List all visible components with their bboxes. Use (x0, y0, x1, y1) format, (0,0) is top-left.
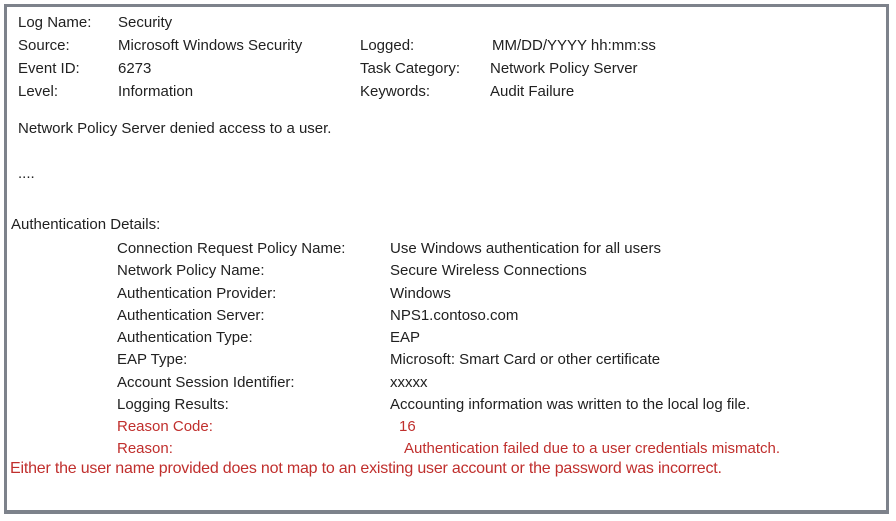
header-row-source (0, 37, 888, 59)
ellipsis-text: .... (18, 165, 35, 182)
detail-label: Logging Results: (117, 396, 229, 413)
event-id-value: 6273 (118, 60, 152, 77)
detail-value: Microsoft: Smart Card or other certificate (390, 351, 661, 368)
keywords-label: Keywords: (360, 83, 431, 100)
reason-label: Reason: (117, 440, 173, 457)
source-label: Source: (18, 37, 70, 54)
detail-row (0, 374, 888, 396)
header-row-level (0, 83, 888, 105)
level-label: Level: (18, 83, 59, 100)
logged-value: MM/DD/YYYY hh:mm:ss (492, 37, 656, 54)
detail-value: EAP (390, 329, 421, 346)
detail-label: Authentication Server: (117, 307, 265, 324)
reason-value: Authentication failed due to a user credentials mismatch. (404, 440, 781, 457)
ellipsis-row (0, 165, 888, 187)
event-description-row (0, 120, 888, 142)
event-description: Network Policy Server denied access to a user. (18, 120, 332, 137)
detail-label: Authentication Provider: (117, 285, 277, 302)
log-name-value: Security (118, 14, 173, 31)
detail-value: Accounting information was written to the local log file. (390, 396, 751, 413)
detail-row (0, 396, 888, 418)
detail-value: Use Windows authentication for all users (390, 240, 661, 257)
details-heading: Authentication Details: (11, 216, 161, 233)
detail-label: EAP Type: (117, 351, 188, 368)
detail-row (0, 351, 888, 373)
reason-code-value: 16 (399, 418, 416, 435)
task-category-label: Task Category: (360, 60, 461, 77)
detail-row (0, 329, 888, 351)
detail-label: Network Policy Name: (117, 262, 265, 279)
detail-row (0, 285, 888, 307)
header-row-event-id (0, 60, 888, 82)
logged-label: Logged: (360, 37, 415, 54)
reason-code-label: Reason Code: (117, 418, 213, 435)
detail-label: Account Session Identifier: (117, 374, 295, 391)
detail-row-reason (0, 440, 888, 462)
detail-value: NPS1.contoso.com (390, 307, 519, 324)
detail-value: xxxxx (390, 374, 428, 391)
detail-label: Connection Request Policy Name: (117, 240, 346, 257)
detail-row (0, 240, 888, 262)
detail-row (0, 307, 888, 329)
detail-value: Windows (390, 285, 451, 302)
header-row-log-name (0, 14, 888, 36)
detail-label: Authentication Type: (117, 329, 253, 346)
keywords-value: Audit Failure (490, 83, 575, 100)
log-name-label: Log Name: (18, 14, 92, 31)
level-value: Information (118, 83, 194, 100)
details-heading-row (0, 216, 888, 238)
detail-value: Secure Wireless Connections (390, 262, 587, 279)
source-value: Microsoft Windows Security (118, 37, 303, 54)
reason-footer-note: Either the user name provided does not map to an existing user account or the password was incorrect. (10, 460, 722, 477)
task-category-value: Network Policy Server (490, 60, 638, 77)
event-id-label: Event ID: (18, 60, 80, 77)
detail-row (0, 262, 888, 284)
detail-row-reason-code (0, 418, 888, 440)
